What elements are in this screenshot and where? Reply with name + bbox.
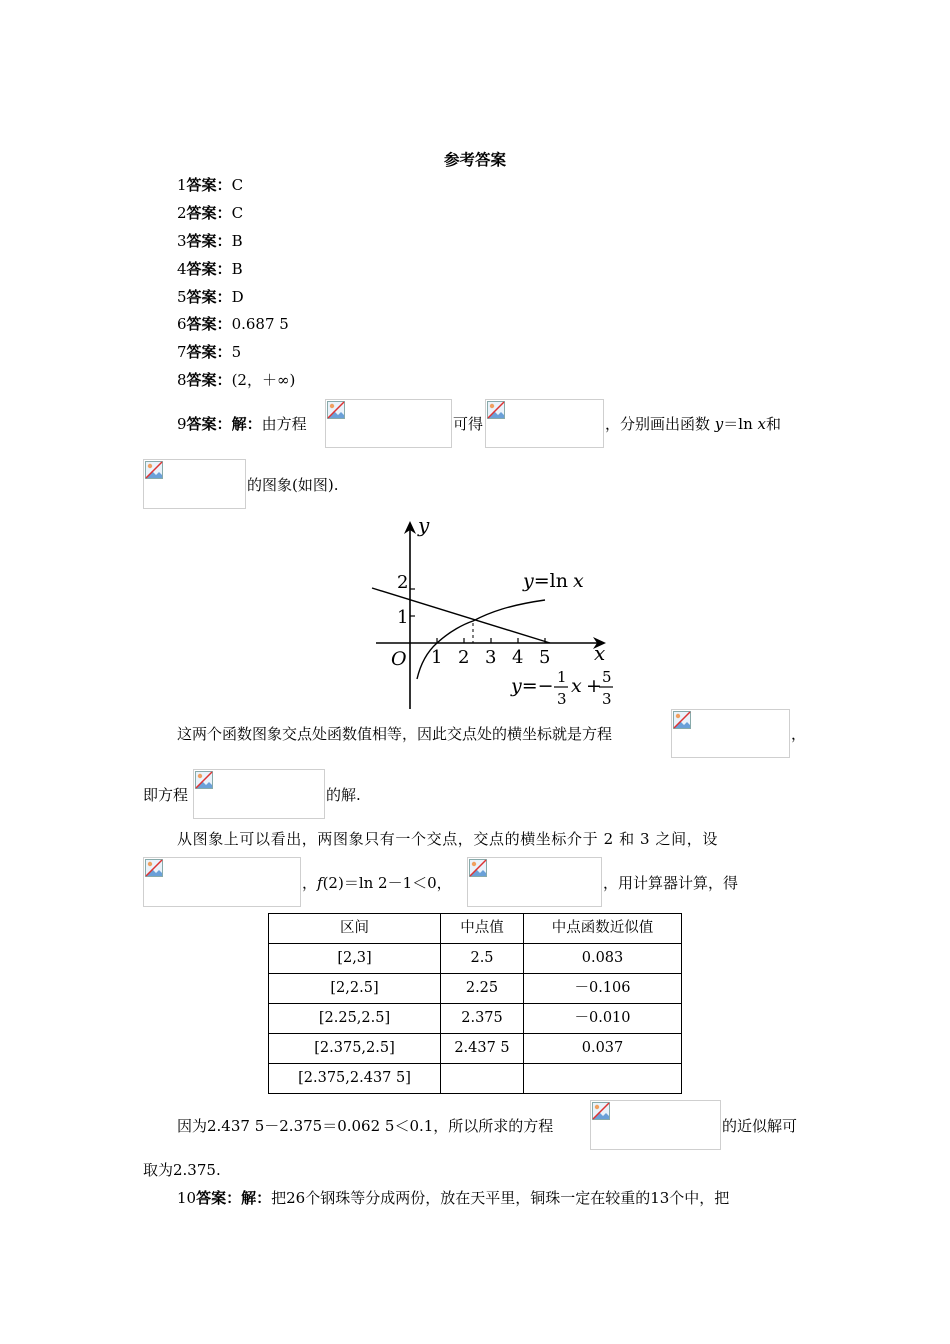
text-final-value: 取为2.375.: [143, 1161, 221, 1179]
table-row: [269, 974, 682, 1004]
line-label: [510, 668, 613, 708]
y-tick-label: 1: [397, 607, 409, 628]
equation-image: [143, 459, 246, 509]
page-title: 参考答案: [443, 150, 506, 169]
table-header: 中点值: [441, 914, 524, 944]
table-header: 中点函数近似值: [524, 914, 682, 944]
table-cell: [2.375,2.437 5]: [269, 1064, 441, 1094]
table-cell: [2.25,2.5]: [269, 1004, 441, 1034]
text-draw-functions: ，分别画出函数 y＝ln x和: [605, 415, 782, 433]
table-cell: －0.106: [524, 974, 682, 1004]
svg-text:3: 3: [557, 690, 567, 708]
x-axis-label: x: [594, 641, 606, 665]
text-f2-value: ，f(2)＝ln 2－1＜0，: [302, 874, 452, 892]
svg-text:5: 5: [602, 668, 612, 686]
text-graph-ref: 的图象(如图).: [247, 476, 339, 494]
table-cell: [524, 1064, 682, 1094]
table-cell: 2.437 5: [441, 1034, 524, 1064]
answer-2: 2答案：C: [177, 204, 244, 222]
table-row: [269, 1004, 682, 1034]
paragraph-conclusion: 因为2.437 5－2.375＝0.062 5＜0.1，所以所求的方程: [177, 1117, 554, 1135]
equation-image: [467, 857, 602, 907]
function-graph: [360, 512, 620, 712]
table-cell: 0.083: [524, 944, 682, 974]
table-cell: 2.5: [441, 944, 524, 974]
equation-image: [193, 769, 325, 819]
table-row: [269, 1064, 682, 1094]
table-row: [269, 1034, 682, 1064]
ln-curve-label: y=ln x: [523, 570, 584, 592]
bisection-table: [268, 913, 682, 1094]
broken-image-icon: [195, 771, 213, 789]
broken-image-icon: [673, 711, 691, 729]
answer-4: 4答案：B: [177, 260, 243, 278]
answer-5: 5答案：D: [177, 288, 244, 306]
broken-image-icon: [592, 1102, 610, 1120]
equation-image: [325, 399, 452, 448]
answer-8: 8答案：(2，＋∞): [177, 371, 296, 389]
broken-image-icon: [469, 859, 487, 877]
answer-7: 7答案：5: [177, 343, 242, 361]
table-header-row: [269, 914, 682, 944]
table-cell: [441, 1064, 524, 1094]
table-cell: 0.037: [524, 1034, 682, 1064]
text-ji-fangcheng: 即方程: [143, 786, 189, 804]
svg-text:+: +: [586, 675, 602, 697]
x-tick-label: 1: [431, 647, 443, 668]
origin-label: O: [391, 648, 407, 670]
paragraph-one-intersection: 从图象上可以看出，两图象只有一个交点，交点的横坐标介于 2 和 3 之间，设: [177, 830, 718, 848]
y-tick-label: 2: [397, 572, 409, 593]
equation-image: [485, 399, 604, 448]
text-approx-solution: 的近似解可: [722, 1117, 798, 1135]
equation-image: [143, 857, 301, 907]
table-cell: 2.25: [441, 974, 524, 1004]
svg-text:3: 3: [602, 690, 612, 708]
table-cell: －0.010: [524, 1004, 682, 1034]
paragraph-intersection: 这两个函数图象交点处函数值相等，因此交点处的横坐标就是方程: [177, 725, 613, 743]
broken-image-icon: [145, 461, 163, 479]
text-calculator: ，用计算器计算，得: [603, 874, 739, 892]
table-cell: [2,3]: [269, 944, 441, 974]
equation-image: [671, 709, 790, 758]
broken-image-icon: [327, 401, 345, 419]
answer-3: 3答案：B: [177, 232, 243, 250]
text-de-jie: 的解.: [326, 786, 361, 804]
svg-text:x: x: [571, 675, 582, 697]
x-tick-label: 4: [512, 647, 524, 668]
table-cell: [2,2.5]: [269, 974, 441, 1004]
broken-image-icon: [487, 401, 505, 419]
text-comma: ，: [791, 725, 807, 743]
x-tick-label: 2: [458, 647, 470, 668]
broken-image-icon: [145, 859, 163, 877]
svg-text:y=−: y=−: [511, 675, 554, 697]
text-kede: 可得: [453, 415, 484, 433]
equation-image: [590, 1100, 721, 1150]
answer-10: 10答案：解：把26个钢珠等分成两份，放在天平里，铜珠一定在较重的13个中，把: [177, 1189, 730, 1207]
table-row: [269, 944, 682, 974]
table-cell: [2.375,2.5]: [269, 1034, 441, 1064]
answer-6: 6答案：0.687 5: [177, 315, 289, 333]
x-tick-label: 5: [539, 647, 551, 668]
table-cell: 2.375: [441, 1004, 524, 1034]
x-tick-label: 3: [485, 647, 497, 668]
table-header: 区间: [269, 914, 441, 944]
y-axis-label: y: [418, 513, 430, 537]
answer-1: 1答案：C: [177, 176, 244, 194]
svg-text:1: 1: [557, 668, 567, 686]
answer-9-head: 9答案：解：由方程: [177, 415, 307, 433]
